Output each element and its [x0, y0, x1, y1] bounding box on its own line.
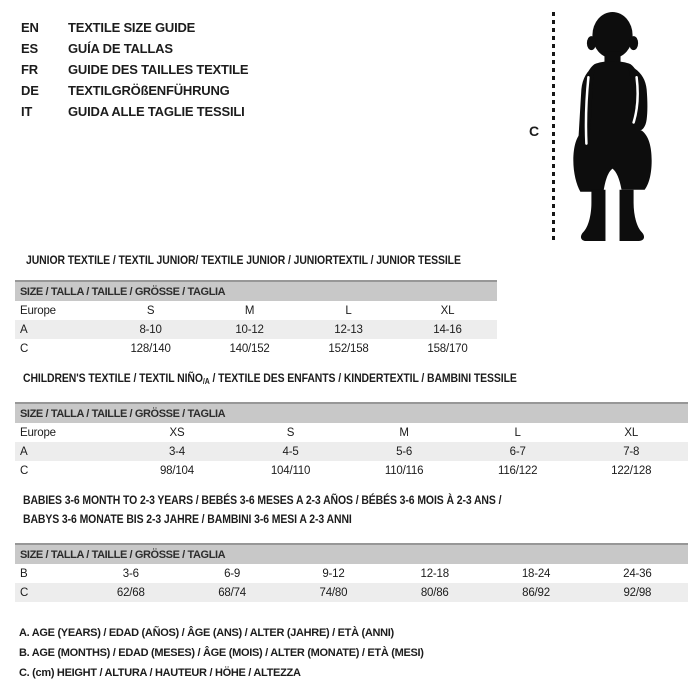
table-header-label: SIZE / TALLA / TAILLE / GRÖSSE / TAGLIA [20, 548, 226, 561]
table-row-height [15, 339, 497, 358]
table-cell: 10-12 [235, 323, 264, 336]
table-row-age [15, 442, 688, 461]
table-cell: 3-4 [168, 445, 185, 458]
babies-size-table [15, 543, 688, 602]
footnote-b: B. AGE (MONTHS) / EDAD (MESES) / ÂGE (MOIS) / ALTER (MONATE) / ETÀ (MESI) [19, 647, 424, 659]
table-row-age-months [15, 564, 688, 583]
table-row-europe [15, 423, 688, 442]
language-title: GUÍA DE TALLAS [68, 41, 173, 56]
language-code: IT [21, 104, 33, 119]
language-title: TEXTILE SIZE GUIDE [68, 20, 196, 35]
table-row-europe [15, 301, 497, 320]
row-label: B [20, 567, 28, 580]
babies-title-line2: BABYS 3-6 MONATE BIS 2-3 JAHRE / BAMBINI 3-6 MESI A 2-3 ANNI [23, 512, 352, 526]
table-cell: 86/92 [522, 586, 550, 599]
language-code: FR [21, 62, 38, 77]
babies-table-title [23, 491, 501, 529]
table-cell: 62/68 [116, 586, 145, 599]
table-cell: 24-36 [623, 567, 652, 580]
table-cell: M [244, 304, 255, 317]
table-cell: 122/128 [611, 464, 652, 477]
row-label: Europe [20, 426, 56, 439]
table-cell: XL [624, 426, 639, 439]
language-title: TEXTILGRÖßENFÜHRUNG [68, 83, 230, 98]
table-cell: 110/116 [384, 464, 424, 477]
language-title: GUIDA ALLE TAGLIE TESSILI [68, 104, 245, 119]
table-cell: 18-24 [521, 567, 551, 580]
table-cell: 104/110 [270, 464, 311, 477]
children-size-table [15, 402, 688, 480]
footnotes [19, 627, 424, 687]
row-label: C [20, 464, 29, 477]
table-header-label: SIZE / TALLA / TAILLE / GRÖSSE / TAGLIA [20, 407, 226, 420]
table-cell: 128/140 [130, 342, 171, 355]
table-cell: 80/86 [420, 586, 449, 599]
language-row-it [21, 101, 248, 122]
row-label: A [20, 445, 28, 458]
table-row-height [15, 461, 688, 480]
table-cell: 92/98 [623, 586, 652, 599]
language-row-de [21, 80, 248, 101]
table-cell: 4-5 [282, 445, 299, 458]
language-row-es [21, 38, 248, 59]
junior-table-title: JUNIOR TEXTILE / TEXTIL JUNIOR/ TEXTILE JUNIOR / JUNIORTEXTIL / JUNIOR TESSILE [26, 253, 461, 267]
language-code: ES [21, 41, 38, 56]
table-cell: M [399, 426, 409, 439]
footnote-c: C. (cm) HEIGHT / ALTURA / HAUTEUR / HÖHE / ALTEZZA [19, 667, 301, 679]
language-code: DE [21, 83, 39, 98]
table-cell: 8-10 [139, 323, 162, 336]
row-label: C [20, 342, 29, 355]
table-cell: 152/158 [328, 342, 369, 355]
table-cell: 116/122 [497, 464, 538, 477]
table-cell: S [286, 426, 295, 439]
row-label: A [20, 323, 28, 336]
height-measure-dashed-line [552, 12, 555, 244]
row-label: Europe [20, 304, 56, 317]
table-cell: 14-16 [433, 323, 462, 336]
language-row-en [21, 17, 248, 38]
table-header [15, 282, 497, 301]
table-cell: 12-18 [420, 567, 449, 580]
table-cell: XL [440, 304, 455, 317]
footnote-a: A. AGE (YEARS) / EDAD (AÑOS) / ÂGE (ANS) / ALTER (JAHRE) / ETÀ (ANNI) [19, 627, 394, 639]
table-cell: 3-6 [122, 567, 139, 580]
table-cell: L [514, 426, 521, 439]
table-cell: 158/170 [427, 342, 468, 355]
language-title: GUIDE DES TAILLES TEXTILE [68, 62, 249, 77]
table-row-height [15, 583, 688, 602]
children-title-part2: / TEXTILE DES ENFANTS / KINDERTEXTIL / BAMBINI TESSILE [209, 371, 517, 385]
table-cell: 9-12 [322, 567, 345, 580]
children-title-subscript: /A [202, 377, 210, 386]
language-list [21, 17, 248, 122]
table-cell: L [345, 304, 352, 317]
table-cell: 74/80 [319, 586, 348, 599]
toddler-silhouette-icon [561, 9, 662, 245]
babies-title-line1: BABIES 3-6 MONTH TO 2-3 YEARS / BEBÉS 3-6 MESES A 2-3 AÑOS / BÉBÉS 3-6 MOIS À 2-3 ANS / [23, 493, 502, 507]
language-code: EN [21, 20, 39, 35]
row-label: C [20, 586, 29, 599]
table-cell: 140/152 [229, 342, 270, 355]
table-cell: 7-8 [623, 445, 640, 458]
table-header [15, 545, 688, 564]
language-row-fr [21, 59, 248, 80]
table-cell: 6-7 [509, 445, 526, 458]
table-row-age [15, 320, 497, 339]
children-title-part1: CHILDREN'S TEXTILE / TEXTIL NIÑO [23, 371, 203, 385]
table-cell: XS [169, 426, 185, 439]
junior-size-table [15, 280, 497, 358]
table-cell: 98/104 [159, 464, 194, 477]
table-header [15, 404, 688, 423]
table-cell: 6-9 [224, 567, 241, 580]
table-cell: 5-6 [396, 445, 413, 458]
table-cell: S [146, 304, 155, 317]
table-header-label: SIZE / TALLA / TAILLE / GRÖSSE / TAGLIA [20, 285, 226, 298]
children-table-title [23, 371, 517, 386]
table-cell: 68/74 [218, 586, 246, 599]
table-cell: 12-13 [334, 323, 363, 336]
height-measure-label: C [529, 123, 540, 139]
